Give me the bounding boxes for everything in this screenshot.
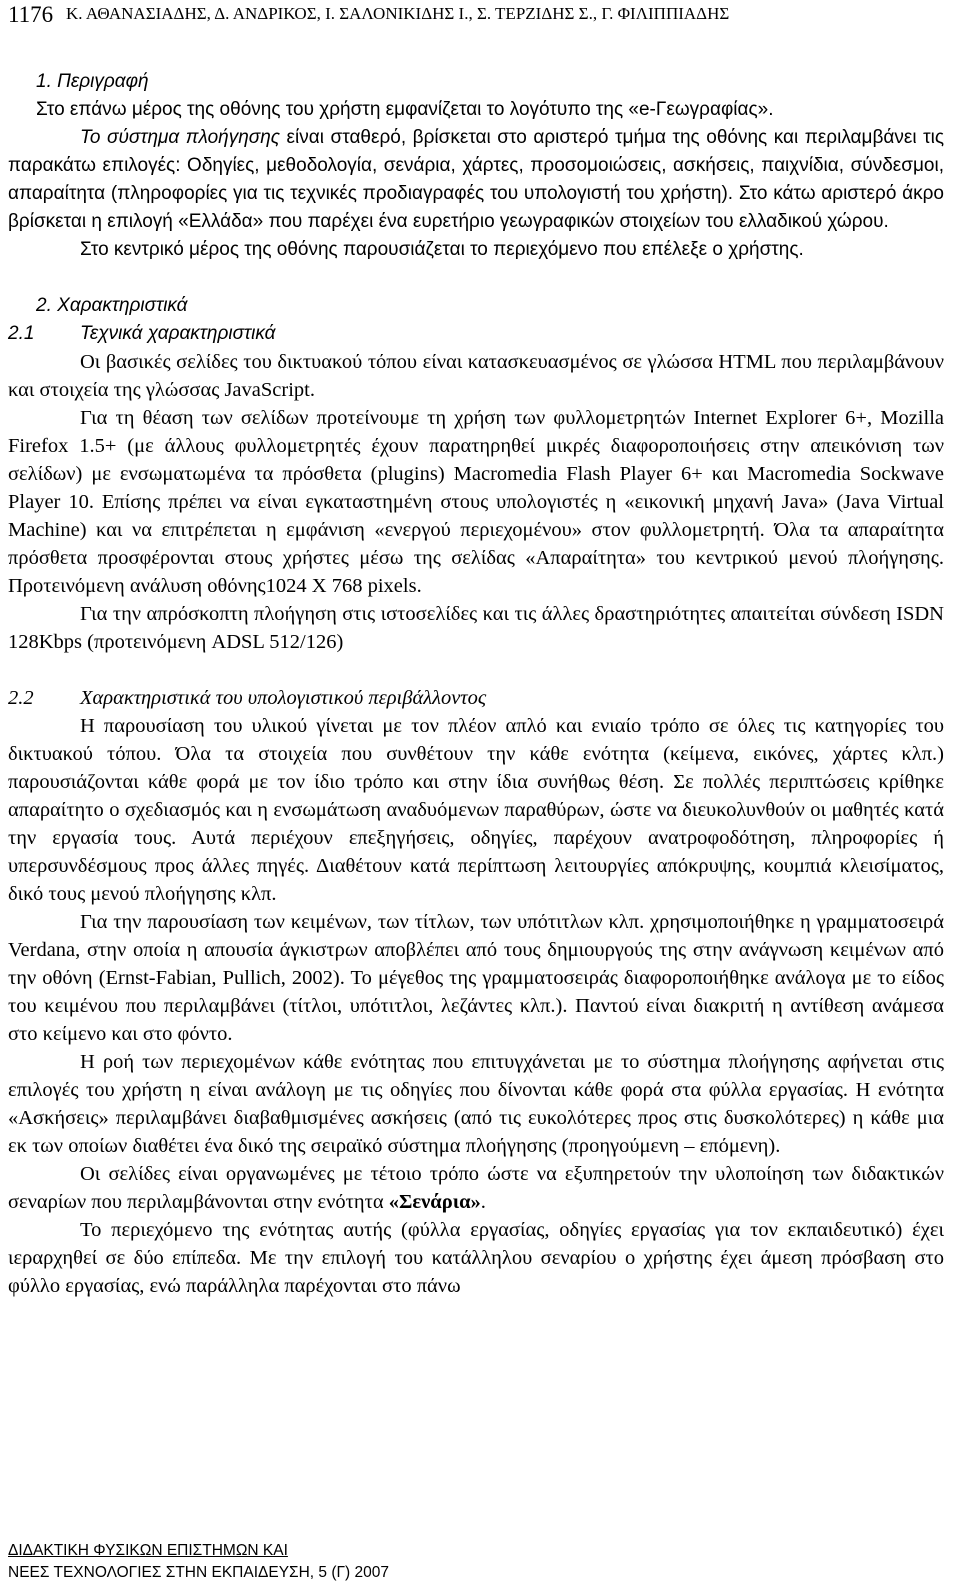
section-2-2-paragraph-4-text: Οι σελίδες είναι οργανωμένες με τέτοιο τρόπο ώστε να εξυπηρετούν την υλοποίηση των διδακτικών σεναρίων που περιλαμβάνονται στην ενότητα: [8, 1163, 944, 1213]
section-1-paragraph-3: Στο κεντρικό μέρος της οθόνης παρουσιάζεται το περιεχόμενο που επέλεξε ο χρήστης.: [80, 239, 804, 260]
running-head: Κ. ΑΘΑΝΑΣΙΑΔΗΣ, Δ. ΑΝΔΡΙΚΟΣ, Ι. ΣΑΛΟΝΙΚΙΔΗΣ Ι., Σ. ΤΕΡΖΙΔΗΣ Σ., Γ. ΦΙΛΙΠΠΙΑΔΗΣ: [66, 4, 730, 23]
section-2-heading: [8, 292, 944, 320]
section-2-1-paragraph-2: Για τη θέαση των σελίδων προτείνουμε τη χρήση των φυλλομετρητών Internet Explorer 6+, Mozilla Firefox 1.5+ (με άλλους φυλλομετρητές έχουν παρατηρηθεί μικρές διαφοροποιήσεις στην απεικόνιση των σελίδων) με ενσωματωμένα τα πρόσθετα (plugins) Macromedia Flash Player 6+ και Macromedia Sockwave Player 10. Επίσης πρέπει να είναι εγκαταστημένη στους υπολογιστές η «εικονική μηχανή Java» (Java Virtual Machine) και να επιτρέπεται η εμφάνιση «ενεργού περιεχομένου» στον φυλλομετρητή. Όλα τα απαραίτητα πρόσθετα προσφέρονται στους χρήστες μέσω της σελίδας «Απαραίτητα» του κεντρικού μενού πλοήγησης. Προτεινόμενη ανάλυση οθόνης1024 X 768 pixels.: [8, 407, 944, 597]
page-header: [8, 2, 948, 32]
section-2-1-heading: [8, 320, 944, 348]
section-1-paragraph-2-text: είναι σταθερό, βρίσκεται στο αριστερό τμήμα της οθόνης και περιλαμβάνει τις παρακάτω επιλογές: Οδηγίες, μεθοδολογία, σενάρια, χάρτες, προσομοιώσεις, ασκήσεις, παιχνίδια, σύνδεσμοι, απαραίτητα (πληροφορίες για τις τεχνικές προδιαγραφές του υπολογιστή του χρήστη). Στο κάτω αριστερό άκρο βρίσκεται η επιλογή «Ελλάδα» που παρέχει ένα ευρετήριο γεωγραφικών στοιχείων του ελλαδικού χώρου.: [8, 127, 944, 232]
section-2-1-content: [8, 348, 944, 656]
section-1-title: Περιγραφή: [57, 71, 149, 92]
page-number: 1176: [8, 2, 54, 27]
page-footer: [8, 1540, 389, 1584]
section-2-number: 2.: [36, 295, 52, 316]
section-2-1-paragraph-3: Για την απρόσκοπτη πλοήγηση στις ιστοσελίδες και τις άλλες δραστηριότητες απαιτείται σύνδεση ISDN 128Kbps (προτεινόμενη ADSL 512/126): [8, 603, 944, 653]
section-2-1-title: Τεχνικά χαρακτηριστικά: [80, 323, 276, 344]
section-2-2-content: [8, 712, 944, 1300]
section-2-1-paragraph-1: Οι βασικές σελίδες του δικτυακού τόπου είναι κατασκευασμένος σε γλώσσα HTML που περιλαμβάνουν και στοιχεία της γλώσσας JavaScript.: [8, 351, 944, 401]
section-2-1-number: 2.1: [8, 323, 35, 344]
page-body: [8, 68, 944, 1300]
section-1-number: 1.: [36, 71, 52, 92]
spacer: [8, 656, 944, 684]
section-1-paragraph-2: [8, 124, 944, 236]
section-2-2-heading: [8, 684, 944, 712]
section-2-title: Χαρακτηριστικά: [57, 295, 188, 316]
navigation-system-term: Το σύστημα πλοήγησης: [80, 127, 281, 148]
section-2-2-number: 2.2: [8, 687, 34, 709]
section-2-2-paragraph-4-end: .: [480, 1191, 486, 1213]
section-1-paragraph-1: Στο επάνω μέρος της οθόνης του χρήστη εμφανίζεται το λογότυπο της «e-Γεωγραφίας».: [36, 99, 774, 120]
scenarios-term: «Σενάρια»: [388, 1191, 481, 1213]
section-1-heading: [8, 68, 944, 96]
section-2-2-paragraph-5: Το περιεχόμενο της ενότητας αυτής (φύλλα εργασίας, οδηγίες εργασίας για τον εκπαιδευτικό) έχει ιεραρχηθεί σε δύο επίπεδα. Με την επιλογή του κατάλληλου σεναρίου ο χρήστης έχει άμεση πρόσβαση στο φύλλο εργασίας, ενώ παράλληλα παρέχονται στο πάνω: [8, 1219, 944, 1297]
spacer: [8, 264, 944, 292]
section-2-2-paragraph-2: Για την παρουσίαση των κειμένων, των τίτλων, των υπότιτλων κλπ. χρησιμοποιήθηκε η γραμματοσειρά Verdana, στην οποία η απουσία άγκιστρων αποβλέπει από τους δημιουργούς της στην ανάγνωση κειμένων από την οθόνη (Ernst-Fabian, Pullich, 2002). Το μέγεθος της γραμματοσειράς διαφοροποιήθηκε ανάλογα με το είδος του κειμένου που περιλαμβάνει (τίτλοι, υπότιτλοι, λεζάντες κλπ.). Παντού είναι διακριτή η αντίθεση ανάμεσα στο κείμενο και στο φόντο.: [8, 911, 944, 1045]
section-2-2-paragraph-1: Η παρουσίαση του υλικού γίνεται με τον πλέον απλό και ενιαίο τρόπο σε όλες τις κατηγορίες του δικτυακού τόπου. Όλα τα στοιχεία που συνθέτουν την κάθε ενότητα (κείμενα, εικόνες, χάρτες κλπ.) παρουσιάζονται κάθε φορά με τον ίδιο τρόπο και στην ίδια συνήθως θέση. Σε πολλές περιπτώσεις κρίθηκε απαραίτητο ο σχεδιασμός και η ενσωμάτωση αναδυόμενων παραθύρων, ώστε να διευκολυνθούν οι μαθητές κατά την εργασία τους. Αυτά περιέχουν επεξηγήσεις, οδηγίες, παρέχουν ανατροφοδότηση, πληροφορίες ή υπερσυνδέσμους προς άλλες πηγές. Διαθέτουν κατά περίπτωση λειτουργίες απόκρυψης, κουμπιά κλεισίματος, δικό τους μενού πλοήγησης κλπ.: [8, 715, 944, 905]
section-2-2-paragraph-4: [8, 1160, 944, 1216]
section-2-2-paragraph-3: Η ροή των περιεχομένων κάθε ενότητας που επιτυγχάνεται με το σύστημα πλοήγησης αφήνεται στις επιλογές του χρήστη η είναι ανάλογη με τις οδηγίες που δίνονται κάθε φορά στα φύλλα εργασίας. Η ενότητα «Ασκήσεις» περιλαμβάνει διαβαθμισμένες ασκήσεις (από τις ευκολότερες προς στις δυσκολότερες) η κάθε μια εκ των οποίων διαθέτει ένα δικό της σειραϊκό σύστημα πλοήγησης (προηγούμενη – επόμενη).: [8, 1051, 944, 1157]
footer-line-2: ΝΕΕΣ ΤΕΧΝΟΛΟΓΙΕΣ ΣΤΗΝ ΕΚΠΑΙΔΕΥΣΗ, 5 (Γ) 2007: [8, 1564, 389, 1581]
section-2-2-title: Χαρακτηριστικά του υπολογιστικού περιβάλλοντος: [80, 687, 487, 709]
footer-line-1: ΔΙΔΑΚΤΙΚΗ ΦΥΣΙΚΩΝ ΕΠΙΣΤΗΜΩΝ ΚΑΙ: [8, 1542, 288, 1559]
